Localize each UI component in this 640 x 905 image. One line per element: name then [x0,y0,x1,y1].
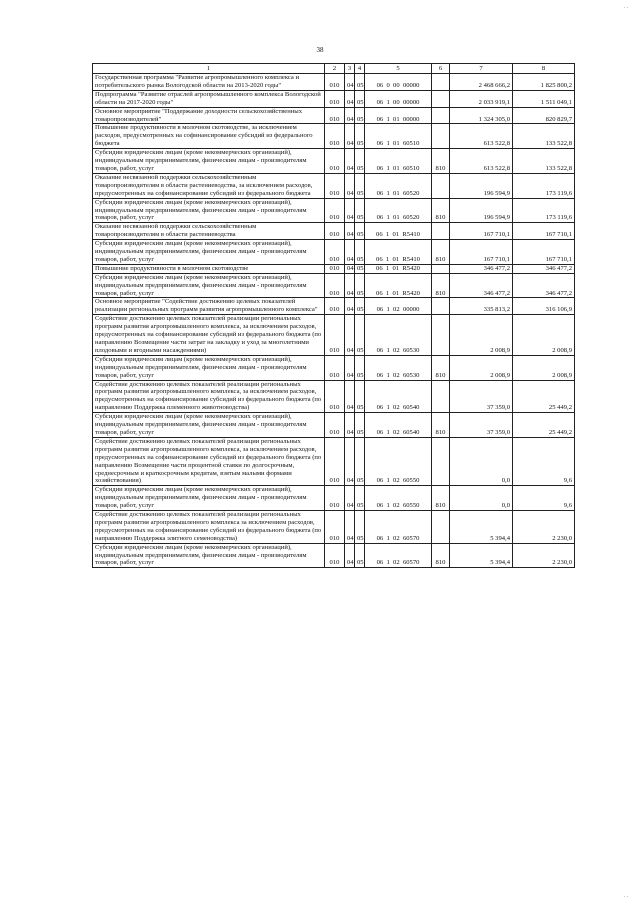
target-article-part: 06 [376,189,384,197]
row-expense-type [432,90,450,107]
row-name-cell: Содействие достижению целевых показателей реализации региональных программ развития агропромышленного комплекса за исключением расходов, предусмотренных на софинансирование субсидий из федерального бюджета (по направлению Поддержка элитного семеноводства) [93,511,325,544]
page-number: 38 [316,46,324,54]
target-article-part: 60530 [402,346,420,354]
row-admin-code: 010 [325,173,345,198]
header-cell-sum-2020: 8 [513,64,575,74]
row-expense-type [432,74,450,91]
row-sum-2019: 196 594,9 [450,173,513,198]
target-article-part: 1 [386,502,390,510]
header-cell-sum-2019: 7 [450,64,513,74]
target-article-part: 02 [393,404,400,412]
row-sum-2020: 1 825 800,2 [513,74,575,91]
row-sum-2020: 1 511 049,1 [513,90,575,107]
row-sum-2020: 2 230,0 [513,543,575,568]
row-subsection-code: 05 [355,124,365,149]
target-article-part: 00 [393,81,400,89]
target-article-part: 60540 [402,404,420,412]
row-sum-2019: 37 359,0 [450,380,513,413]
row-admin-code: 010 [325,124,345,149]
table-row [93,486,575,511]
target-article-part: 60510 [402,140,420,148]
row-sum-2020: 9,6 [513,437,575,485]
row-name-cell: Подпрограмма "Развитие отраслей агропромышленного комплекса Вологодской области на 2017-2020 годы" [93,90,325,107]
row-sum-2020: 316 106,9 [513,298,575,315]
row-sum-2020: 346 477,2 [513,273,575,298]
row-name-cell: Оказание несвязанной поддержки сельскохозяйственным товаропроизводителям в области растениеводства, за исключением расходов, предусмотренных на софинансирование субсидий из федерального бюджета [93,173,325,198]
target-article-part: 02 [393,477,400,485]
row-expense-type [432,511,450,544]
target-article-part: 06 [376,404,384,412]
row-target-article [365,240,432,265]
row-admin-code: 010 [325,240,345,265]
row-sum-2020: 820 829,7 [513,107,575,124]
header-cell-section: 3 [345,64,355,74]
row-sum-2019: 0,0 [450,437,513,485]
target-article-part: 01 [393,189,400,197]
row-sum-2019: 196 594,9 [450,198,513,223]
row-section-code: 04 [345,273,355,298]
row-expense-type: 810 [432,149,450,174]
row-sum-2019: 335 813,2 [450,298,513,315]
target-article-part: R5410 [402,255,420,263]
target-article-part: 06 [376,559,384,567]
row-target-article [365,355,432,380]
row-subsection-code: 05 [355,437,365,485]
row-name-cell: Субсидии юридическим лицам (кроме некоммерческих организаций), индивидуальным предпринимателям, физическим лицам - производителям товаров, работ, услуг [93,149,325,174]
header-cell-target-article: 5 [365,64,432,74]
table-row [93,240,575,265]
row-name-cell: Содействие достижению целевых показателей реализации региональных программ развития агропромышленного комплекса, за исключением расходов, предусмотренных на софинансирование субсидий из федерального бюджета (по направлению Поддержка племенного животноводства) [93,380,325,413]
row-section-code: 04 [345,223,355,240]
row-sum-2019: 346 477,2 [450,264,513,273]
row-sum-2019: 1 324 305,0 [450,107,513,124]
row-admin-code: 010 [325,413,345,438]
target-article-part: 00000 [402,81,420,89]
header-cell-name: 1 [93,64,325,74]
target-article-part: 60570 [402,559,420,567]
row-name-cell: Содействие достижению целевых показателей реализации региональных программ развития агропромышленного комплекса, за исключением расходов, предусмотренных на софинансирование субсидий из федерального бюджета (по направлению Возмещение части процентной ставки по долгосрочным, среднесрочным и краткосрочным кредитам, взятым малыми формами хозяйствования) [93,437,325,485]
target-article-part: 06 [376,81,384,89]
target-article-part: 01 [392,264,400,272]
table-row [93,380,575,413]
row-sum-2019: 613 522,8 [450,124,513,149]
target-article-part: 06 [376,115,384,123]
row-expense-type: 810 [432,355,450,380]
row-target-article [365,173,432,198]
row-sum-2020: 2 008,9 [513,315,575,356]
row-sum-2019: 167 710,1 [450,223,513,240]
target-article-part: R5420 [402,289,420,297]
row-subsection-code: 05 [355,298,365,315]
row-section-code: 04 [345,511,355,544]
target-article-part: 1 [386,559,390,567]
row-admin-code: 010 [325,380,345,413]
target-article-part: 60570 [402,534,420,542]
row-subsection-code: 05 [355,223,365,240]
table-row [93,264,575,273]
target-article-part: 1 [386,534,390,542]
row-section-code: 04 [345,124,355,149]
row-section-code: 04 [345,74,355,91]
target-article-part: 1 [385,231,390,239]
row-sum-2020: 173 119,6 [513,198,575,223]
target-article-part: 06 [376,534,384,542]
row-expense-type [432,380,450,413]
row-admin-code: 010 [325,149,345,174]
row-sum-2020: 25 449,2 [513,380,575,413]
row-sum-2020: 2 008,9 [513,355,575,380]
target-article-part: 06 [376,428,384,436]
target-article-part: 00 [393,98,400,106]
row-target-article [365,298,432,315]
row-section-code: 04 [345,413,355,438]
row-target-article [365,198,432,223]
target-article-part: 1 [385,264,390,272]
row-target-article [365,437,432,485]
target-article-part: R5410 [402,231,420,239]
row-name-cell: Оказание несвязанной поддержки сельскохозяйственным товаропроизводителям в области растениеводства [93,223,325,240]
row-admin-code: 010 [325,543,345,568]
row-subsection-code: 05 [355,413,365,438]
target-article-part: 1 [386,477,390,485]
row-sum-2019: 2 033 919,1 [450,90,513,107]
target-article-part: 06 [376,264,383,272]
target-article-part: 06 [376,289,383,297]
table-row [93,413,575,438]
row-expense-type [432,298,450,315]
target-article-part: 1 [386,98,390,106]
row-subsection-code: 05 [355,486,365,511]
row-section-code: 04 [345,380,355,413]
target-article-part: 1 [386,214,390,222]
row-section-code: 04 [345,149,355,174]
row-subsection-code: 05 [355,74,365,91]
row-name-cell: Основное мероприятие "Содействие достижению целевых показателей реализации региональных программ развития агропромышленного комплекса" [93,298,325,315]
row-admin-code: 010 [325,90,345,107]
header-row [93,64,575,74]
target-article-part: 06 [376,371,384,379]
table-row [93,315,575,356]
table-row [93,511,575,544]
target-article-part: 1 [385,289,390,297]
row-target-article [365,486,432,511]
row-name-cell: Субсидии юридическим лицам (кроме некоммерческих организаций), индивидуальным предпринимателям, физическим лицам - производителям товаров, работ, услуг [93,413,325,438]
row-expense-type [432,264,450,273]
row-expense-type [432,173,450,198]
table-row [93,355,575,380]
row-section-code: 04 [345,437,355,485]
target-article-part: 06 [376,346,384,354]
row-sum-2020: 346 477,2 [513,264,575,273]
target-article-part: 06 [376,214,384,222]
target-article-part: 1 [386,189,390,197]
target-article-part: 02 [393,534,400,542]
row-name-cell: Субсидии юридическим лицам (кроме некоммерческих организаций), индивидуальным предпринимателям, физическим лицам - производителям товаров, работ, услуг [93,240,325,265]
target-article-part: 1 [386,346,390,354]
target-article-part: 1 [386,140,390,148]
row-target-article [365,223,432,240]
row-section-code: 04 [345,107,355,124]
row-admin-code: 010 [325,107,345,124]
table-row [93,273,575,298]
row-admin-code: 010 [325,74,345,91]
row-section-code: 04 [345,240,355,265]
row-section-code: 04 [345,90,355,107]
row-name-cell: Содействие достижению целевых показателей реализации региональных программ развития агропромышленного комплекса, за исключением расходов, предусмотренных на софинансирование субсидий из федерального бюджета (по направлению Возмещение части затрат на закладку и уход за многолетними плодовыми и ягодными насаждениями) [93,315,325,356]
target-article-part: 1 [386,404,390,412]
row-subsection-code: 05 [355,315,365,356]
row-section-code: 04 [345,543,355,568]
row-name-cell: Основное мероприятие "Поддержание доходности сельскохозяйственных товаропроизводителей" [93,107,325,124]
row-sum-2019: 346 477,2 [450,273,513,298]
row-sum-2020: 133 522,8 [513,124,575,149]
target-article-part: 00000 [402,306,420,314]
row-sum-2019: 37 359,0 [450,413,513,438]
row-target-article [365,149,432,174]
row-expense-type: 810 [432,413,450,438]
row-section-code: 04 [345,264,355,273]
row-section-code: 04 [345,298,355,315]
row-subsection-code: 05 [355,198,365,223]
row-target-article [365,413,432,438]
budget-table-body [93,74,575,568]
row-expense-type [432,437,450,485]
header-cell-subsection: 4 [355,64,365,74]
row-sum-2019: 2 008,9 [450,355,513,380]
target-article-part: 01 [393,115,400,123]
row-sum-2019: 5 394,4 [450,511,513,544]
row-name-cell: Субсидии юридическим лицам (кроме некоммерческих организаций), индивидуальным предпринимателям, физическим лицам - производителям товаров, работ, услуг [93,198,325,223]
row-sum-2020: 25 449,2 [513,413,575,438]
row-subsection-code: 05 [355,173,365,198]
table-row [93,198,575,223]
row-sum-2020: 9,6 [513,486,575,511]
row-name-cell: Субсидии юридическим лицам (кроме некоммерческих организаций), индивидуальным предпринимателям, физическим лицам - производителям товаров, работ, услуг [93,543,325,568]
target-article-part: 1 [386,428,390,436]
table-row [93,543,575,568]
table-row [93,298,575,315]
row-expense-type [432,124,450,149]
row-sum-2019: 2 468 666,2 [450,74,513,91]
row-name-cell: Субсидии юридическим лицам (кроме некоммерческих организаций), индивидуальным предпринимателям, физическим лицам - производителям товаров, работ, услуг [93,486,325,511]
target-article-part: 06 [376,306,384,314]
target-article-part: 02 [393,371,400,379]
row-section-code: 04 [345,315,355,356]
target-article-part: 06 [376,164,384,172]
row-sum-2020: 173 119,6 [513,173,575,198]
row-admin-code: 010 [325,264,345,273]
row-subsection-code: 05 [355,511,365,544]
row-expense-type: 810 [432,240,450,265]
target-article-part: 02 [393,559,400,567]
row-expense-type: 810 [432,273,450,298]
target-article-part: 60530 [402,371,420,379]
target-article-part: 1 [386,164,390,172]
row-subsection-code: 05 [355,264,365,273]
row-admin-code: 010 [325,298,345,315]
target-article-part: 1 [386,371,390,379]
row-sum-2020: 167 710,1 [513,240,575,265]
row-sum-2020: 133 522,8 [513,149,575,174]
target-article-part: 02 [393,306,400,314]
target-article-part: 60520 [402,214,420,222]
row-expense-type: 810 [432,543,450,568]
target-article-part: R5420 [402,264,420,272]
row-name-cell: Повышение продуктивности в молочном скотоводстве [93,264,325,273]
row-name-cell: Повышение продуктивности в молочном скотоводстве, за исключением расходов, предусмотренных на софинансирование субсидий из федерального бюджета [93,124,325,149]
target-article-part: 02 [393,502,400,510]
row-target-article [365,124,432,149]
row-expense-type: 810 [432,486,450,511]
header-cell-expense-type: 6 [432,64,450,74]
target-article-part: 00000 [402,98,420,106]
target-article-part: 06 [376,502,384,510]
target-article-part: 01 [392,289,400,297]
row-admin-code: 010 [325,273,345,298]
budget-table [92,63,575,568]
row-subsection-code: 05 [355,240,365,265]
target-article-part: 01 [392,231,400,239]
row-target-article [365,107,432,124]
target-article-part: 01 [393,140,400,148]
row-expense-type [432,223,450,240]
row-sum-2020: 167 710,1 [513,223,575,240]
row-section-code: 04 [345,173,355,198]
target-article-part: 1 [386,306,390,314]
row-name-cell: Субсидии юридическим лицам (кроме некоммерческих организаций), индивидуальным предпринимателям, физическим лицам - производителям товаров, работ, услуг [93,355,325,380]
target-article-part: 00000 [402,115,420,123]
target-article-part: 0 [386,81,390,89]
row-subsection-code: 05 [355,149,365,174]
target-article-part: 06 [376,477,384,485]
table-row [93,173,575,198]
row-section-code: 04 [345,355,355,380]
row-name-cell: Государственная программа "Развитие агропромышленного комплекса и потребительского рынка Вологодской области на 2013-2020 годы" [93,74,325,91]
row-subsection-code: 05 [355,273,365,298]
row-sum-2019: 5 394,4 [450,543,513,568]
table-row [93,437,575,485]
row-sum-2019: 0,0 [450,486,513,511]
row-admin-code: 010 [325,437,345,485]
row-subsection-code: 05 [355,107,365,124]
row-subsection-code: 05 [355,90,365,107]
table-row [93,107,575,124]
row-admin-code: 010 [325,315,345,356]
row-admin-code: 010 [325,511,345,544]
header-cell-admin: 2 [325,64,345,74]
row-section-code: 04 [345,486,355,511]
target-article-part: 06 [376,255,383,263]
row-expense-type [432,315,450,356]
row-admin-code: 010 [325,486,345,511]
table-row [93,74,575,91]
target-article-part: 60520 [402,189,420,197]
row-subsection-code: 05 [355,543,365,568]
corner-mark-top: . . [623,4,628,10]
row-subsection-code: 05 [355,355,365,380]
target-article-part: 60550 [402,502,420,510]
row-expense-type: 810 [432,198,450,223]
row-admin-code: 010 [325,355,345,380]
row-section-code: 04 [345,198,355,223]
row-sum-2019: 167 710,1 [450,240,513,265]
target-article-part: 01 [393,164,400,172]
row-target-article [365,315,432,356]
target-article-part: 1 [385,255,390,263]
target-article-part: 01 [392,255,400,263]
target-article-part: 60540 [402,428,420,436]
target-article-part: 02 [393,428,400,436]
row-target-article [365,74,432,91]
target-article-part: 06 [376,98,384,106]
row-sum-2020: 2 230,0 [513,511,575,544]
row-subsection-code: 05 [355,380,365,413]
row-admin-code: 010 [325,198,345,223]
table-row [93,149,575,174]
table-row [93,90,575,107]
row-target-article [365,511,432,544]
row-admin-code: 010 [325,223,345,240]
row-target-article [365,380,432,413]
row-expense-type [432,107,450,124]
row-name-cell: Субсидии юридическим лицам (кроме некоммерческих организаций), индивидуальным предпринимателям, физическим лицам - производителям товаров, работ, услуг [93,273,325,298]
table-row [93,124,575,149]
corner-mark-bottom: . . [623,893,628,899]
target-article-part: 1 [386,115,390,123]
row-target-article [365,543,432,568]
target-article-part: 01 [393,214,400,222]
row-target-article [365,264,432,273]
table-row [93,223,575,240]
row-target-article [365,90,432,107]
target-article-part: 06 [376,140,384,148]
row-sum-2019: 2 008,9 [450,315,513,356]
target-article-part: 06 [376,231,383,239]
target-article-part: 60550 [402,477,420,485]
row-target-article [365,273,432,298]
target-article-part: 60510 [402,164,420,172]
target-article-part: 02 [393,346,400,354]
row-sum-2019: 613 522,8 [450,149,513,174]
